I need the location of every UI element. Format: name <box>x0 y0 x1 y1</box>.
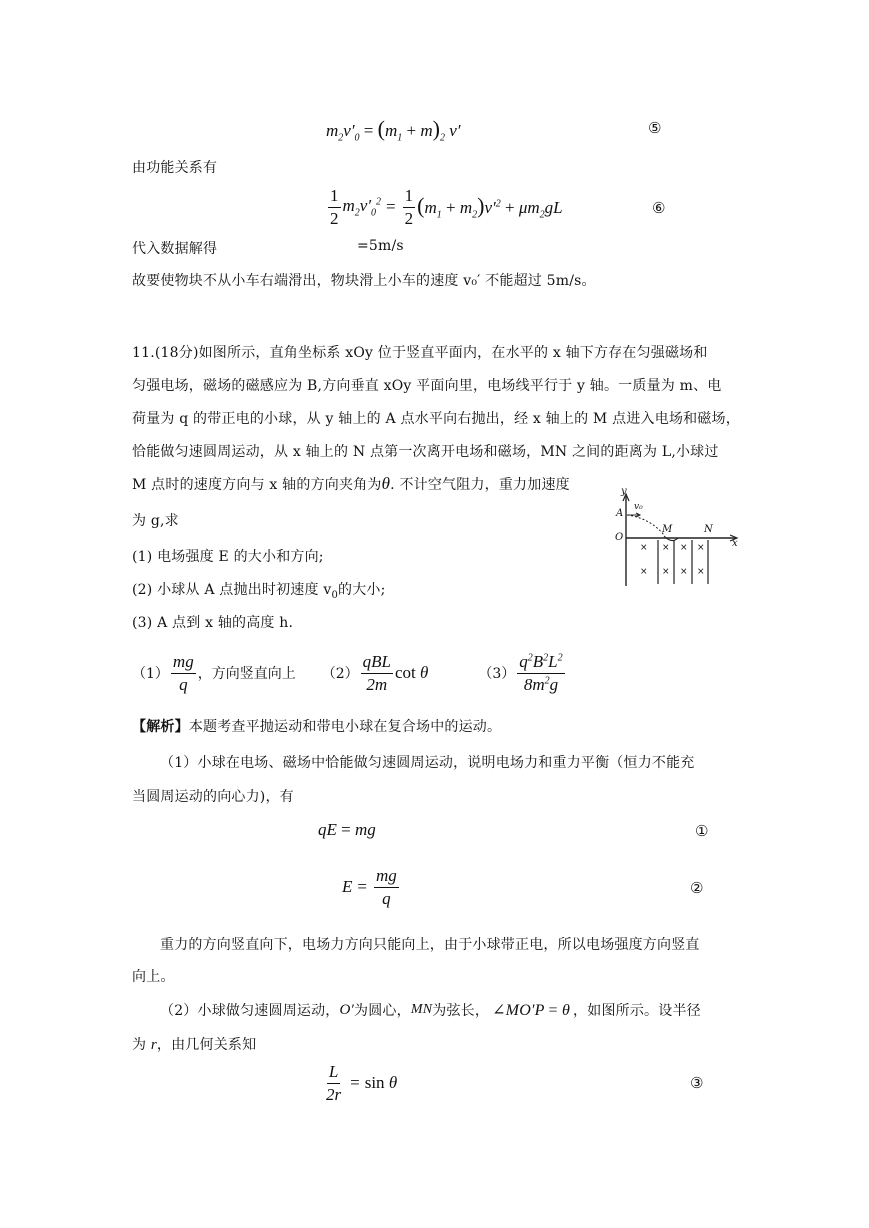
question-1: (1) 电场强度 E 的大小和方向; <box>132 549 324 565</box>
angle-formula: ∠MO′P = θ <box>492 1002 571 1019</box>
point-m-label: M <box>662 524 673 535</box>
problem-line-5 <box>132 474 570 494</box>
conclusion-text: 故要使物块不从小车右端滑出，物块滑上小车的速度 v₀′ 不能超过 5m/s。 <box>132 273 596 289</box>
problem-line-6: 为 g,求 <box>132 513 179 529</box>
question-3: (3) A 点到 x 轴的高度 h. <box>132 615 294 631</box>
field-mark: × <box>697 567 705 577</box>
analysis-p3-radius-end: ，由几何关系知 <box>156 1037 257 1053</box>
equation-3: $\frac{L}{2r}$ = sin θ <box>326 1062 398 1104</box>
answer-3-formula: $\frac{q^2B^2L^2}{8m^2g}$ <box>519 652 563 694</box>
question-2-end: 的大小; <box>338 582 386 598</box>
equation-5: $m_2v'_0 = (m_1 + m)_2$ v′ <box>326 116 461 144</box>
analysis-intro-text: 本题考查平抛运动和带电小球在复合场中的运动。 <box>188 719 502 735</box>
answer-1-formula: $\frac{mg}{q}$ <box>172 652 194 694</box>
chord-symbol: MN <box>410 1002 433 1017</box>
point-n-label: N <box>704 524 713 535</box>
equation-number-2: ② <box>690 879 704 897</box>
equation-6: $\frac{1}{2}$ $m_2v'_0^2$ = $\frac{1}{2}$ $(m_1 + m_2)v'^2 + \mu m_2gL$ <box>330 186 563 228</box>
answer-2-prefix: （2） <box>321 666 359 683</box>
equation-number-5: ⑤ <box>648 119 662 137</box>
field-mark: × <box>662 543 670 553</box>
y-axis-label: y <box>621 486 627 497</box>
analysis-p3-start: （2）小球做匀速圆周运动， <box>160 1003 340 1019</box>
radius-symbol: r <box>150 1037 157 1053</box>
analysis-p3-line-2 <box>132 1034 256 1054</box>
analysis-p3-line-1 <box>160 1000 701 1020</box>
problem-line-2: 匀强电场，磁场的磁感应为 B,方向垂直 xOy 平面向里，电场线平行于 y 轴。一质量为 m、电 <box>132 378 722 394</box>
analysis-p3-chord-text: 为弦长， <box>432 1003 490 1019</box>
equation-2: E = $\frac{mg}{q}$ <box>342 866 397 908</box>
problem-line-4: 恰能做匀速圆周运动，从 x 轴上的 N 点第一次离开电场和磁场，MN 之间的距离为 L,小球过 <box>132 444 719 460</box>
field-mark: × <box>697 543 705 553</box>
analysis-p3-radius-start: 为 <box>132 1037 151 1053</box>
answer-2-formula: $\frac{\text{qBL}}{2m}$ <box>362 652 391 694</box>
problem-line-3: 荷量为 q 的带正电的小球，从 y 轴上的 A 点水平向右抛出，经 x 轴上的 M 点进入电场和磁场， <box>132 411 740 427</box>
field-mark: × <box>640 543 648 553</box>
x-axis-label: x <box>732 538 738 549</box>
substitution-value: =5m/s <box>357 238 404 254</box>
v0-label: v₀ <box>634 502 643 512</box>
analysis-p1-line-1: （1）小球在电场、磁场中恰能做匀速圆周运动，说明电场力和重力平衡（恒力不能充 <box>160 755 695 771</box>
point-a-label: A <box>616 508 624 519</box>
answer-1-prefix: （1） <box>132 666 169 683</box>
analysis-tag: 【解析】 <box>132 719 189 735</box>
energy-relation-text: 由功能关系有 <box>132 160 218 176</box>
analysis-intro <box>132 716 501 736</box>
analysis-p3-end: ，如图所示。设半径 <box>573 1003 701 1019</box>
equation-number-1: ① <box>695 822 709 840</box>
substitution-label: 代入数据解得 <box>132 241 218 257</box>
analysis-p1-line-2: 当圆周运动的向心力)，有 <box>132 789 294 805</box>
answers-row: （1） $\frac{mg}{q}$ ，方向竖直向上 （2） $\frac{\text{qBL}}{2m}$ cot θ （3） $\frac{q^2B^2L^2}{8m^2g}$ <box>132 652 563 694</box>
problem-line-5-end: . 不计空气阻力，重力加速度 <box>390 477 570 493</box>
center-symbol: O′ <box>339 1001 355 1018</box>
field-mark: × <box>680 567 688 577</box>
answer-3-prefix: （3） <box>478 666 516 683</box>
question-2: (2) 小球从 A 点抛出时初速度 $v_0$的大小; <box>132 582 386 601</box>
field-diagram <box>612 488 742 592</box>
theta-symbol: θ <box>381 474 391 493</box>
analysis-p2-line-1: 重力的方向竖直向下，电场力方向只能向上，由于小球带正电，所以电场强度方向竖直 <box>160 937 700 953</box>
equation-number-3: ③ <box>690 1074 704 1092</box>
analysis-p3-center-text: 为圆心， <box>354 1003 411 1019</box>
problem-line-5-start: M 点时的速度方向与 x 轴的方向夹角为 <box>132 477 382 493</box>
answer-1-suffix: ，方向竖直向上 <box>197 666 296 683</box>
field-mark: × <box>680 543 688 553</box>
equation-number-6: ⑥ <box>652 199 666 217</box>
equation-1: qE = mg <box>318 820 376 839</box>
field-mark: × <box>640 567 648 577</box>
problem-line-1: 11.(18分)如图所示，直角坐标系 xOy 位于竖直平面内，在水平的 x 轴下方存在匀强磁场和 <box>132 345 708 361</box>
analysis-p2-line-2: 向上。 <box>132 969 175 985</box>
origin-label: O <box>615 532 624 543</box>
field-mark: × <box>662 567 670 577</box>
question-2-start: (2) 小球从 A 点抛出时初速度 v <box>132 582 332 598</box>
